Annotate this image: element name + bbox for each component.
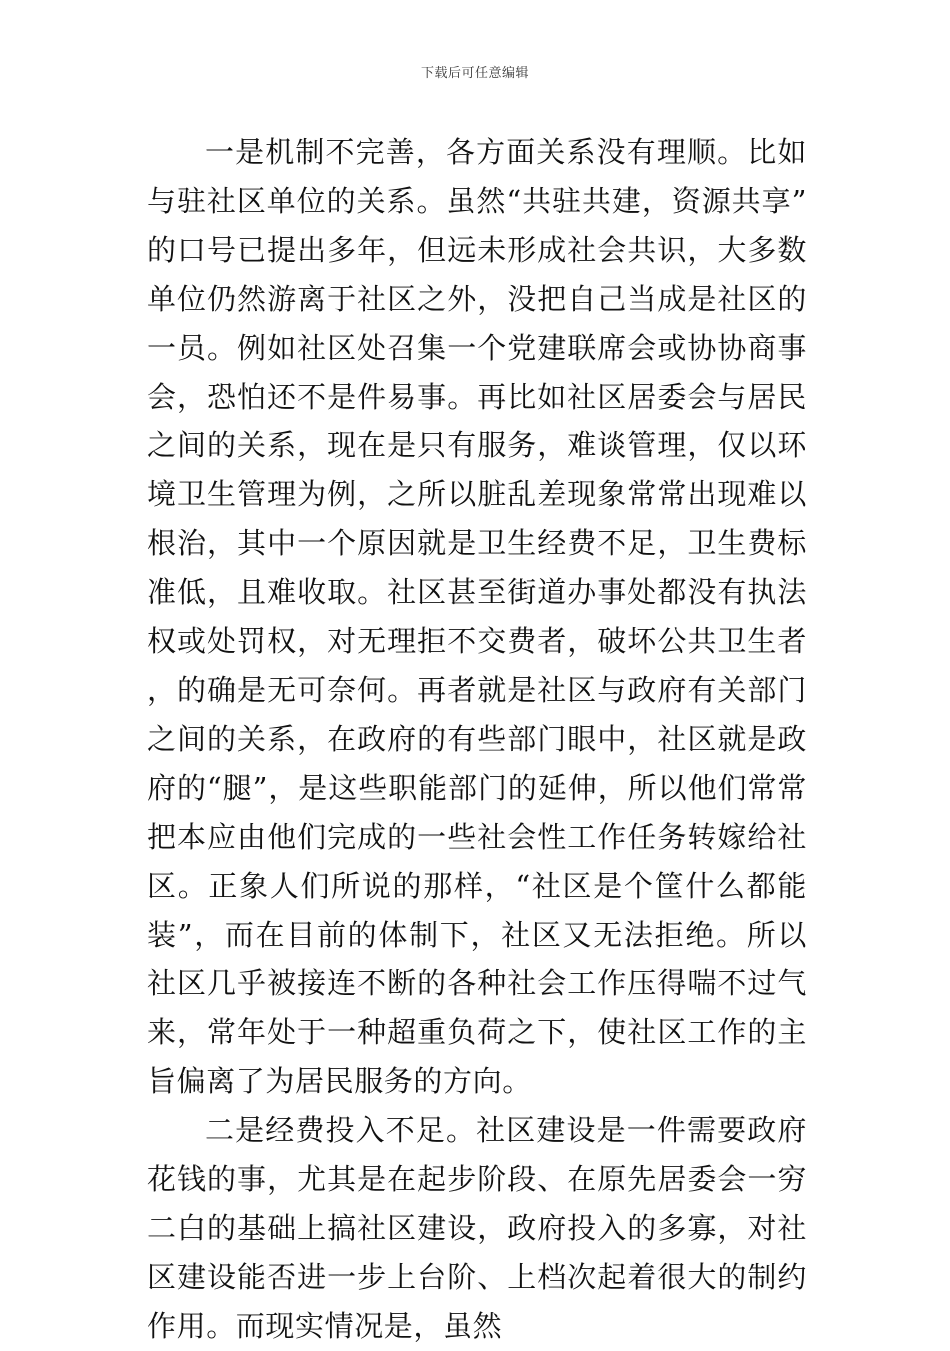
paragraph-mechanism: 一是机制不完善，各方面关系没有理顺。比如与驻社区单位的关系。虽然“共驻共建，资源共享”的口号已提出多年，但远未形成社会共识，大多数单位仍然游离于社区之外，没把自己当成是社区的一员。例如社区处召集一个党建联席会或协协商事会，恐怕还不是件易事。再比如社区居委会与居民之间的关系，现在是只有服务，难谈管理，仅以环境卫生管理为例，之所以脏乱差现象常常出现难以根治，其中一个原因就是卫生经费不足，卫生费标准低，且难收取。社区甚至街道办事处都没有执法权或处罚权，对无理拒不交费者，破坏公共卫生者，的确是无可奈何。再者就是社区与政府有关部门之间的关系，在政府的有些部门眼中，社区就是政府的“腿”，是这些职能部门的延伸，所以他们常常把本应由他们完成的一些社会性工作任务转嫁给社区。正象人们所说的那样，“社区是个筐什么都能装”，而在目前的体制下，社区又无法拒绝。所以社区几乎被接连不断的各种社会工作压得喘不过气来，常年处于一种超重负荷之下，使社区工作的主旨偏离了为居民服务的方向。 [147,135,807,1099]
paragraph-funding: 二是经费投入不足。社区建设是一件需要政府花钱的事，尤其是在起步阶段、在原先居委会一穷二白的基础上搞社区建设，政府投入的多寡，对社区建设能否进一步上台阶、上档次起着很大的制约作用。而现实情况是，虽然 [147,1113,807,1343]
document-body [147,128,807,1351]
page-header-note: 下载后可任意编辑 [420,66,529,81]
